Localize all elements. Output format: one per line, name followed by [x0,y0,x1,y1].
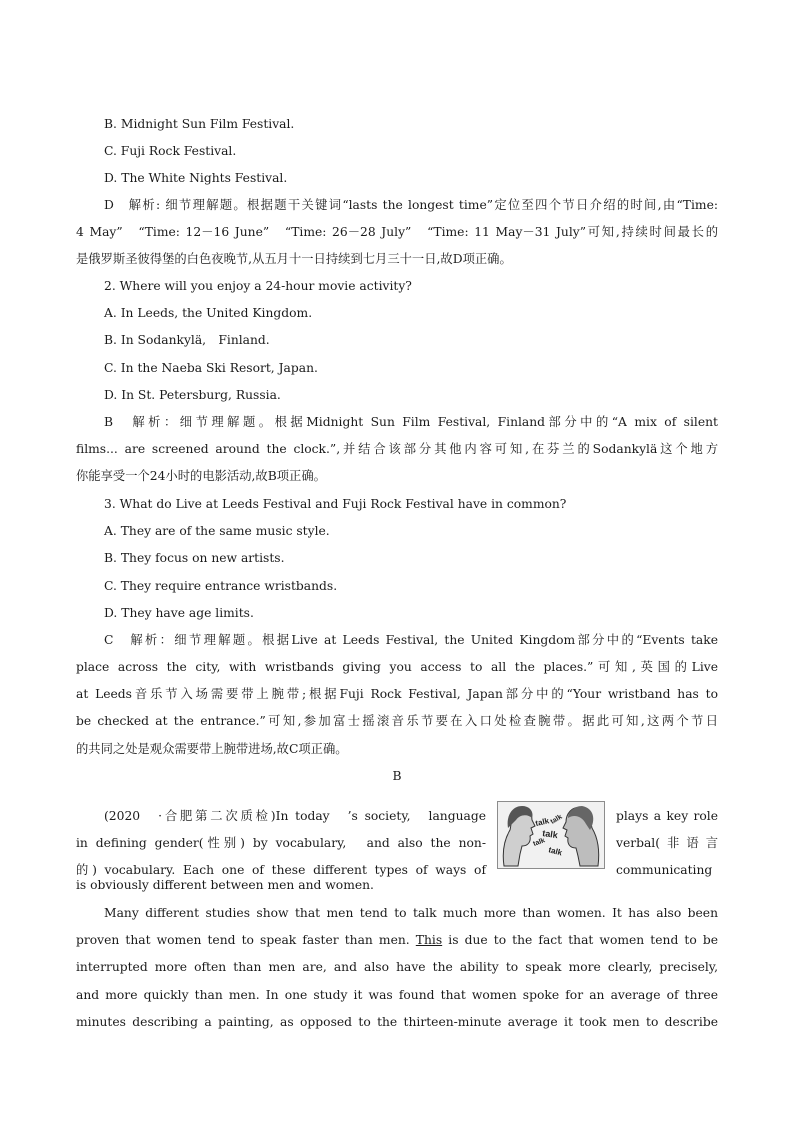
paragraph-line: minutes describing a painting, as opposed to the thirteen-minute average it took men to describe [76,1015,718,1029]
talking-faces-icon [498,802,604,868]
intro-line-left: (2020 ·合肥第二次质检)In today ’s society, language [104,809,486,824]
q3-analysis-line: C 解析：细节理解题。根据Live at Leeds Festival, the United Kingdom部分中的“Events take [104,633,718,647]
q1-option-b: B. Midnight Sun Film Festival. [104,117,295,131]
paragraph-text: is due to the fact that women tend to be [442,933,718,947]
q1-option-c: C. Fuji Rock Festival. [104,144,237,158]
q2-analysis-line: films... are screened around the clock.”,并结合该部分其他内容可知,在芬兰的Sodankylä这个地方 [76,442,718,456]
q2-analysis-line: B 解析：细节理解题。根据Midnight Sun Film Festival, Finland部分中的“A mix of silent [104,415,718,429]
q2-option-a: A. In Leeds, the United Kingdom. [104,306,313,320]
intro-line-right: communicating [616,863,713,878]
underlined-word: This [415,933,443,947]
q3-option-a: A. They are of the same music style. [104,524,330,538]
q2-question: 2. Where will you enjoy a 24-hour movie activity? [104,279,412,293]
q1-analysis-line: 4 May” “Time: 12－16 June” “Time: 26－28 July” “Time: 11 May－31 July”可知,持续时间最长的 [76,225,718,239]
intro-line-left: in defining gender(性别) by vocabulary, and also the non- [76,836,486,851]
q3-option-d: D. They have age limits. [104,606,254,620]
q2-analysis-line: 你能享受一个24小时的电影活动,故B项正确。 [76,469,326,483]
paragraph-line [76,932,718,948]
paragraph-line: Many different studies show that men tend to talk much more than women. It has also been [104,906,718,920]
paragraph-line: interrupted more often than men are, and also have the ability to speak more clearly, precisely, [76,960,718,974]
figure-word: talk [547,845,564,858]
q3-analysis-line: at Leeds音乐节入场需要带上腕带;根据Fuji Rock Festival, Japan部分中的“Your wristband has to [76,687,718,701]
q1-analysis-line: D 解析: 细节理解题。根据题干关键词“lasts the longest time”定位至四个节日介绍的时间,由“Time: [104,198,718,212]
q3-option-c: C. They require entrance wristbands. [104,579,338,593]
paragraph-text: proven that women tend to speak faster than men. [76,933,416,947]
figure-word: talk [532,837,547,848]
q2-option-d: D. In St. Petersburg, Russia. [104,388,281,402]
q3-option-b: B. They focus on new artists. [104,551,285,565]
two-faces-talking-illustration [497,801,605,869]
q1-analysis-line: 是俄罗斯圣彼得堡的白色夜晚节,从五月十一日持续到七月三十一日,故D项正确。 [76,252,512,266]
q3-analysis-line: place across the city, with wristbands giving you access to all the places.”可知,英国的Live [76,660,718,674]
figure-word: talk [549,813,564,826]
intro-line-right: verbal(非语言 [616,836,718,851]
section-heading: B [392,769,402,783]
figure-word: talk [534,816,550,828]
q3-analysis-line: be checked at the entrance.”可知,参加富士摇滚音乐节要在入口处检查腕带。据此可知,这两个节日 [76,714,718,728]
q2-option-b: B. In Sodankylä, Finland. [104,333,270,347]
intro-line-right: plays a key role [616,809,718,824]
q1-option-d: D. The White Nights Festival. [104,171,288,185]
q3-question: 3. What do Live at Leeds Festival and Fuji Rock Festival have in common? [104,497,567,511]
paragraph-line: and more quickly than men. In one study it was found that women spoke for an average of three [76,988,718,1002]
q2-option-c: C. In the Naeba Ski Resort, Japan. [104,361,318,375]
q3-analysis-line: 的共同之处是观众需要带上腕带进场,故C项正确。 [76,742,348,756]
intro-line-left: 的) vocabulary. Each one of these different types of ways of [76,863,486,878]
figure-word: talk [541,828,559,841]
intro-line-last: is obviously different between men and women. [76,878,374,892]
